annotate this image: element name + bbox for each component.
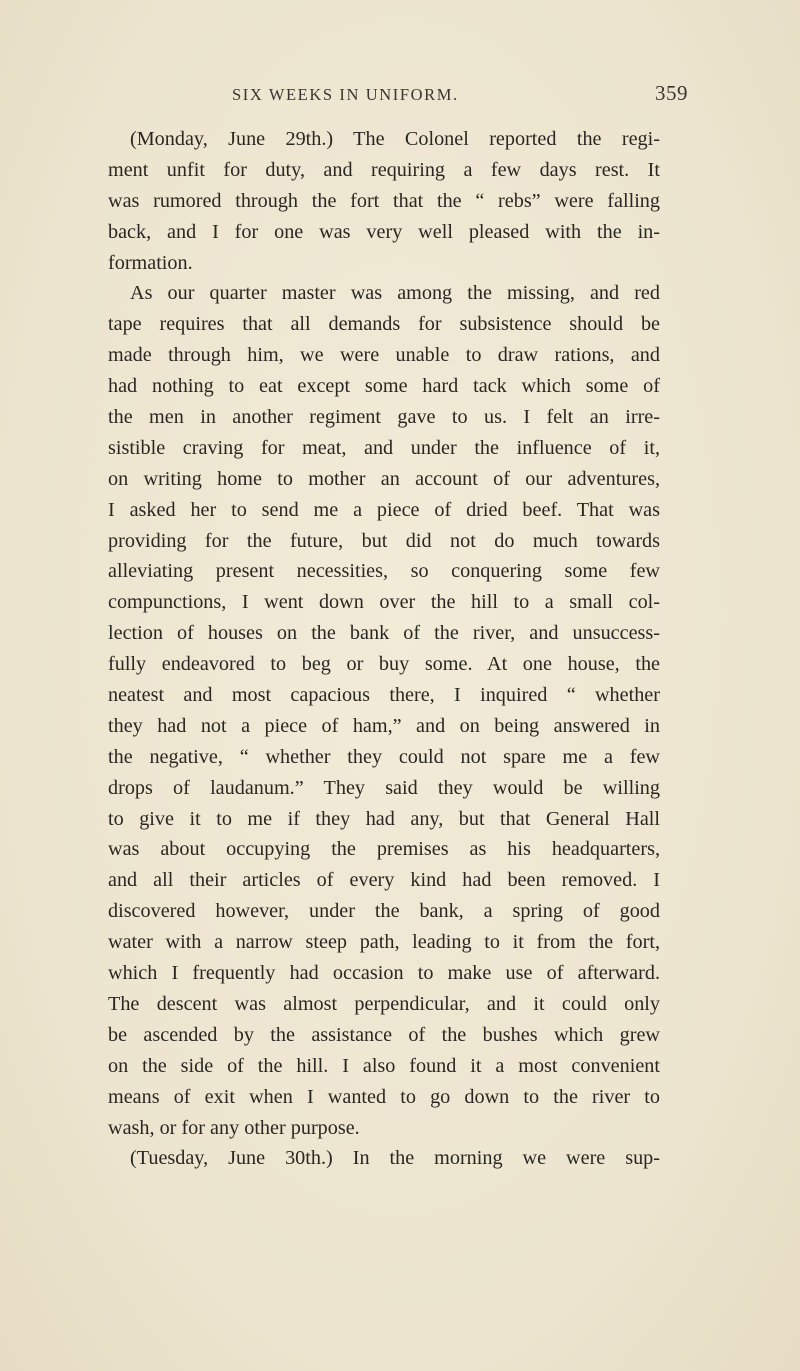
- text-line: (Tuesday, June 30th.) In the morning we were sup-: [130, 1147, 660, 1170]
- text-line: they had not a piece of ham,” and on being answered in: [108, 714, 660, 737]
- text-line: providing for the future, but did not do much towards: [108, 529, 660, 552]
- text-line: I asked her to send me a piece of dried beef. That was: [108, 498, 660, 521]
- text-line: on the side of the hill. I also found it a most convenient: [108, 1054, 660, 1077]
- body-text: [108, 124, 660, 1174]
- text-line: lection of houses on the bank of the river, and unsuccess-: [108, 622, 660, 645]
- text-line: fully endeavored to beg or buy some. At one house, the: [108, 653, 660, 676]
- text-line: to give it to me if they had any, but that General Hall: [108, 807, 660, 830]
- text-line: was rumored through the fort that the “ rebs” were falling: [108, 189, 660, 212]
- text-line: neatest and most capacious there, I inquired “ whether: [108, 684, 660, 707]
- text-line: and all their articles of every kind had been removed. I: [108, 869, 660, 892]
- text-line: wash, or for any other purpose.: [108, 1116, 360, 1139]
- text-line: which I frequently had occasion to make use of afterward.: [108, 962, 660, 985]
- text-line: discovered however, under the bank, a spring of good: [108, 900, 660, 923]
- text-line: back, and I for one was very well pleased with the in-: [108, 220, 660, 243]
- text-line: be ascended by the assistance of the bushes which grew: [108, 1023, 660, 1046]
- text-line: means of exit when I wanted to go down to the river to: [108, 1085, 660, 1108]
- text-line: ment unfit for duty, and requiring a few days rest. It: [108, 158, 660, 181]
- text-line: made through him, we were unable to draw rations, and: [108, 344, 660, 367]
- text-line: compunctions, I went down over the hill to a small col-: [108, 591, 660, 614]
- text-line: alleviating present necessities, so conquering some few: [108, 560, 660, 583]
- text-line: sistible craving for meat, and under the influence of it,: [108, 436, 660, 459]
- text-line: drops of laudanum.” They said they would be willing: [108, 776, 660, 799]
- text-line: the negative, “ whether they could not spare me a few: [108, 745, 660, 768]
- text-line: water with a narrow steep path, leading to it from the fort,: [108, 931, 660, 954]
- text-line: formation.: [108, 251, 193, 274]
- running-title: SIX WEEKS IN UNIFORM.: [232, 85, 459, 104]
- text-line: tape requires that all demands for subsistence should be: [108, 313, 660, 336]
- text-line: had nothing to eat except some hard tack which some of: [108, 375, 660, 398]
- running-head: [0, 81, 800, 115]
- text-line: (Monday, June 29th.) The Colonel reported the regi-: [130, 128, 660, 150]
- page-number: 359: [655, 81, 688, 105]
- text-line: on writing home to mother an account of our adventures,: [108, 467, 660, 490]
- text-line: was about occupying the premises as his headquarters,: [108, 838, 660, 861]
- text-line: the men in another regiment gave to us. I felt an irre-: [108, 406, 660, 429]
- text-line: The descent was almost perpendicular, and it could only: [108, 992, 660, 1015]
- text-line: As our quarter master was among the missing, and red: [130, 282, 660, 305]
